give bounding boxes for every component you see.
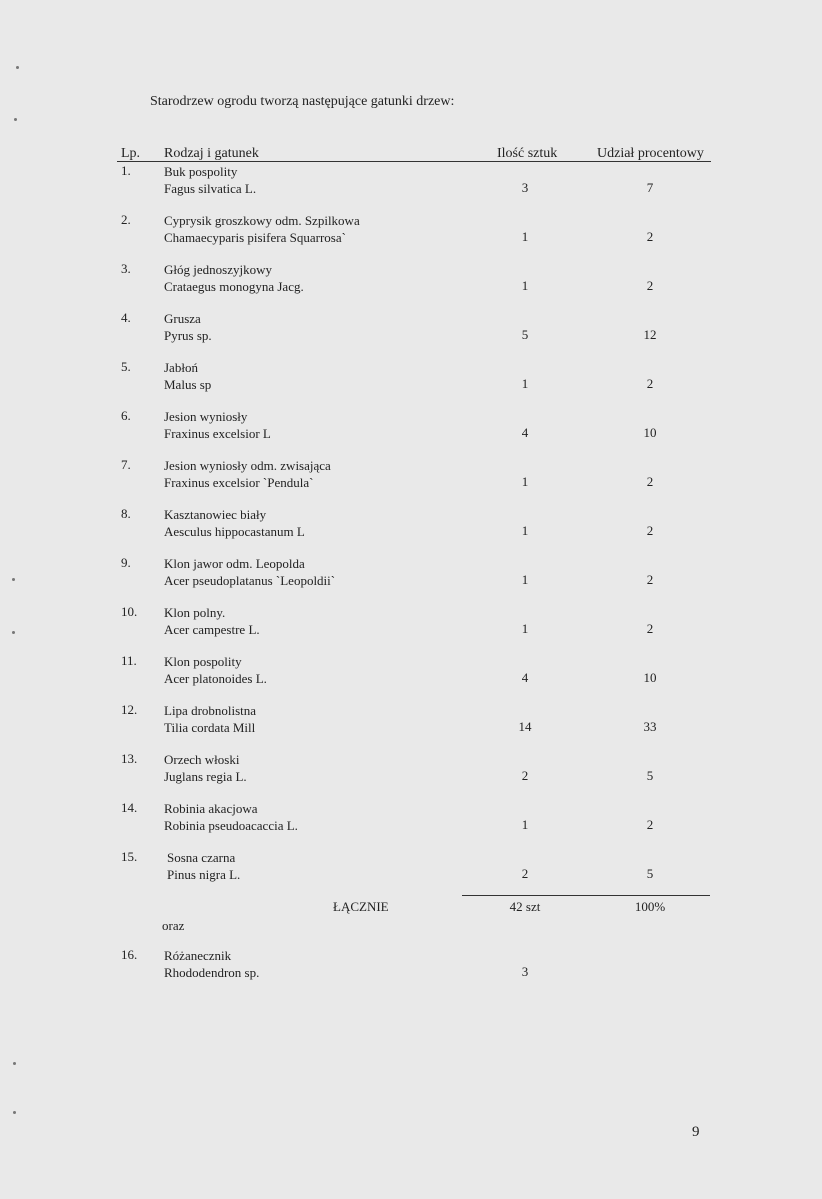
row-percentage: 5 bbox=[646, 768, 654, 783]
row-species bbox=[164, 800, 298, 834]
row-latin-name: Juglans regia L. bbox=[164, 769, 247, 784]
table-row bbox=[0, 310, 822, 346]
row-quantity: 1 bbox=[521, 376, 529, 391]
row-latin-name: Acer pseudoplatanus `Leopoldii` bbox=[164, 573, 336, 588]
row-percentage: 2 bbox=[646, 278, 654, 293]
row-species bbox=[164, 751, 247, 785]
row-lp: 8. bbox=[121, 506, 131, 521]
row-quantity: 5 bbox=[521, 327, 529, 342]
row-latin-name: Crataegus monogyna Jacg. bbox=[164, 279, 304, 294]
row-lp: 4. bbox=[121, 310, 131, 325]
row-quantity: 4 bbox=[521, 670, 529, 685]
row-species bbox=[164, 702, 256, 736]
row-lp: 1. bbox=[121, 163, 131, 178]
row-latin-name: Aesculus hippocastanum L bbox=[164, 524, 305, 539]
row-species bbox=[167, 849, 240, 883]
table-row bbox=[0, 702, 822, 738]
table-row bbox=[0, 163, 822, 199]
row-percentage: 12 bbox=[643, 327, 657, 342]
table-row bbox=[0, 408, 822, 444]
row-quantity: 1 bbox=[521, 278, 529, 293]
scan-speck bbox=[13, 1111, 16, 1114]
oraz-label: oraz bbox=[162, 918, 185, 933]
table-row bbox=[0, 555, 822, 591]
table-row bbox=[0, 457, 822, 493]
row-latin-name: Chamaecyparis pisifera Squarrosa` bbox=[164, 230, 346, 245]
row-quantity: 1 bbox=[521, 572, 529, 587]
row-lp: 14. bbox=[121, 800, 138, 815]
row-percentage: 2 bbox=[646, 229, 654, 244]
row-common-name: Klon pospolity bbox=[164, 654, 242, 669]
table-row bbox=[0, 653, 822, 689]
total-percentage: 100% bbox=[634, 899, 666, 914]
row-latin-name: Fagus silvatica L. bbox=[164, 181, 257, 196]
table-row bbox=[0, 261, 822, 297]
table-row bbox=[0, 751, 822, 787]
row-lp: 12. bbox=[121, 702, 138, 717]
row-common-name: Orzech włoski bbox=[164, 752, 240, 767]
scan-speck bbox=[13, 1062, 16, 1065]
table-row bbox=[0, 359, 822, 395]
header-underline bbox=[117, 161, 711, 162]
row-latin-name: Fraxinus excelsior `Pendula` bbox=[164, 475, 314, 490]
row-lp: 11. bbox=[121, 653, 137, 668]
row-quantity: 2 bbox=[521, 768, 529, 783]
row-latin-name: Tilia cordata Mill bbox=[164, 720, 256, 735]
total-label: ŁĄCZNIE bbox=[333, 899, 389, 914]
row-lp: 2. bbox=[121, 212, 131, 227]
row-percentage: 10 bbox=[643, 670, 657, 685]
row-percentage: 2 bbox=[646, 817, 654, 832]
row-species bbox=[164, 310, 212, 344]
row-species bbox=[164, 506, 305, 540]
intro-text: Starodrzew ogrodu tworzą następujące gatunki drzew: bbox=[150, 94, 455, 109]
row-quantity: 3 bbox=[521, 180, 529, 195]
row-latin-name: Robinia pseudoacaccia L. bbox=[164, 818, 298, 833]
row-percentage: 2 bbox=[646, 572, 654, 587]
row-percentage: 7 bbox=[646, 180, 654, 195]
row-quantity: 2 bbox=[521, 866, 529, 881]
row-common-name: Klon jawor odm. Leopolda bbox=[164, 556, 305, 571]
row-percentage: 2 bbox=[646, 523, 654, 538]
row-species bbox=[164, 457, 331, 491]
row-lp: 16. bbox=[121, 947, 138, 962]
row-percentage: 10 bbox=[643, 425, 657, 440]
row-species bbox=[164, 947, 259, 981]
row-lp: 10. bbox=[121, 604, 138, 619]
table-row bbox=[0, 849, 822, 885]
row-percentage: 2 bbox=[646, 474, 654, 489]
row-lp: 5. bbox=[121, 359, 131, 374]
row-latin-name: Pinus nigra L. bbox=[167, 867, 241, 882]
table-row bbox=[0, 212, 822, 248]
row-species bbox=[164, 604, 260, 638]
row-species bbox=[164, 555, 335, 589]
row-percentage: 5 bbox=[646, 866, 654, 881]
row-common-name: Jabłoń bbox=[164, 360, 198, 375]
row-quantity: 1 bbox=[521, 621, 529, 636]
row-latin-name: Acer platonoides L. bbox=[164, 671, 267, 686]
row-common-name: Robinia akacjowa bbox=[164, 801, 258, 816]
row-common-name: Jesion wyniosły odm. zwisająca bbox=[164, 458, 331, 473]
row-percentage: 2 bbox=[646, 376, 654, 391]
row-common-name: Cyprysik groszkowy odm. Szpilkowa bbox=[164, 213, 360, 228]
row-lp: 9. bbox=[121, 555, 131, 570]
row-lp: 13. bbox=[121, 751, 138, 766]
table-row bbox=[0, 604, 822, 640]
row-latin-name: Fraxinus excelsior L bbox=[164, 426, 271, 441]
row-latin-name: Rhododendron sp. bbox=[164, 965, 260, 980]
header-lp: Lp. bbox=[121, 146, 141, 161]
total-rule bbox=[462, 895, 710, 896]
header-quantity: Ilość sztuk bbox=[497, 146, 558, 161]
row-species bbox=[164, 163, 256, 197]
row-common-name: Buk pospolity bbox=[164, 164, 238, 179]
table-row bbox=[0, 800, 822, 836]
total-quantity: 42 szt bbox=[509, 899, 541, 914]
row-lp: 6. bbox=[121, 408, 131, 423]
header-species: Rodzaj i gatunek bbox=[164, 146, 259, 161]
row-latin-name: Acer campestre L. bbox=[164, 622, 260, 637]
header-percentage: Udział procentowy bbox=[597, 146, 704, 161]
row-quantity: 4 bbox=[521, 425, 529, 440]
row-lp: 3. bbox=[121, 261, 131, 276]
row-common-name: Różanecznik bbox=[164, 948, 232, 963]
row-common-name: Głóg jednoszyjkowy bbox=[164, 262, 272, 277]
row-species bbox=[164, 359, 211, 393]
row-common-name: Klon polny. bbox=[164, 605, 226, 620]
row-common-name: Grusza bbox=[164, 311, 201, 326]
extra-row bbox=[0, 947, 822, 983]
table-row bbox=[0, 506, 822, 542]
row-species bbox=[164, 408, 271, 442]
row-quantity: 14 bbox=[518, 719, 532, 734]
scan-speck bbox=[12, 631, 15, 634]
row-lp: 15. bbox=[121, 849, 138, 864]
row-latin-name: Pyrus sp. bbox=[164, 328, 212, 343]
row-percentage: 33 bbox=[643, 719, 657, 734]
scan-speck bbox=[14, 118, 17, 121]
row-species bbox=[164, 212, 360, 246]
page-number: 9 bbox=[692, 1124, 700, 1140]
row-species bbox=[164, 653, 267, 687]
row-common-name: Sosna czarna bbox=[167, 850, 236, 865]
row-quantity: 3 bbox=[521, 964, 529, 979]
row-quantity: 1 bbox=[521, 817, 529, 832]
row-quantity: 1 bbox=[521, 474, 529, 489]
scan-speck bbox=[12, 578, 15, 581]
row-latin-name: Malus sp bbox=[164, 377, 212, 392]
row-common-name: Jesion wyniosły bbox=[164, 409, 248, 424]
row-quantity: 1 bbox=[521, 523, 529, 538]
row-lp: 7. bbox=[121, 457, 131, 472]
row-percentage: 2 bbox=[646, 621, 654, 636]
row-common-name: Lipa drobnolistna bbox=[164, 703, 257, 718]
row-species bbox=[164, 261, 304, 295]
scan-speck bbox=[16, 66, 19, 69]
row-quantity: 1 bbox=[521, 229, 529, 244]
row-common-name: Kasztanowiec biały bbox=[164, 507, 267, 522]
